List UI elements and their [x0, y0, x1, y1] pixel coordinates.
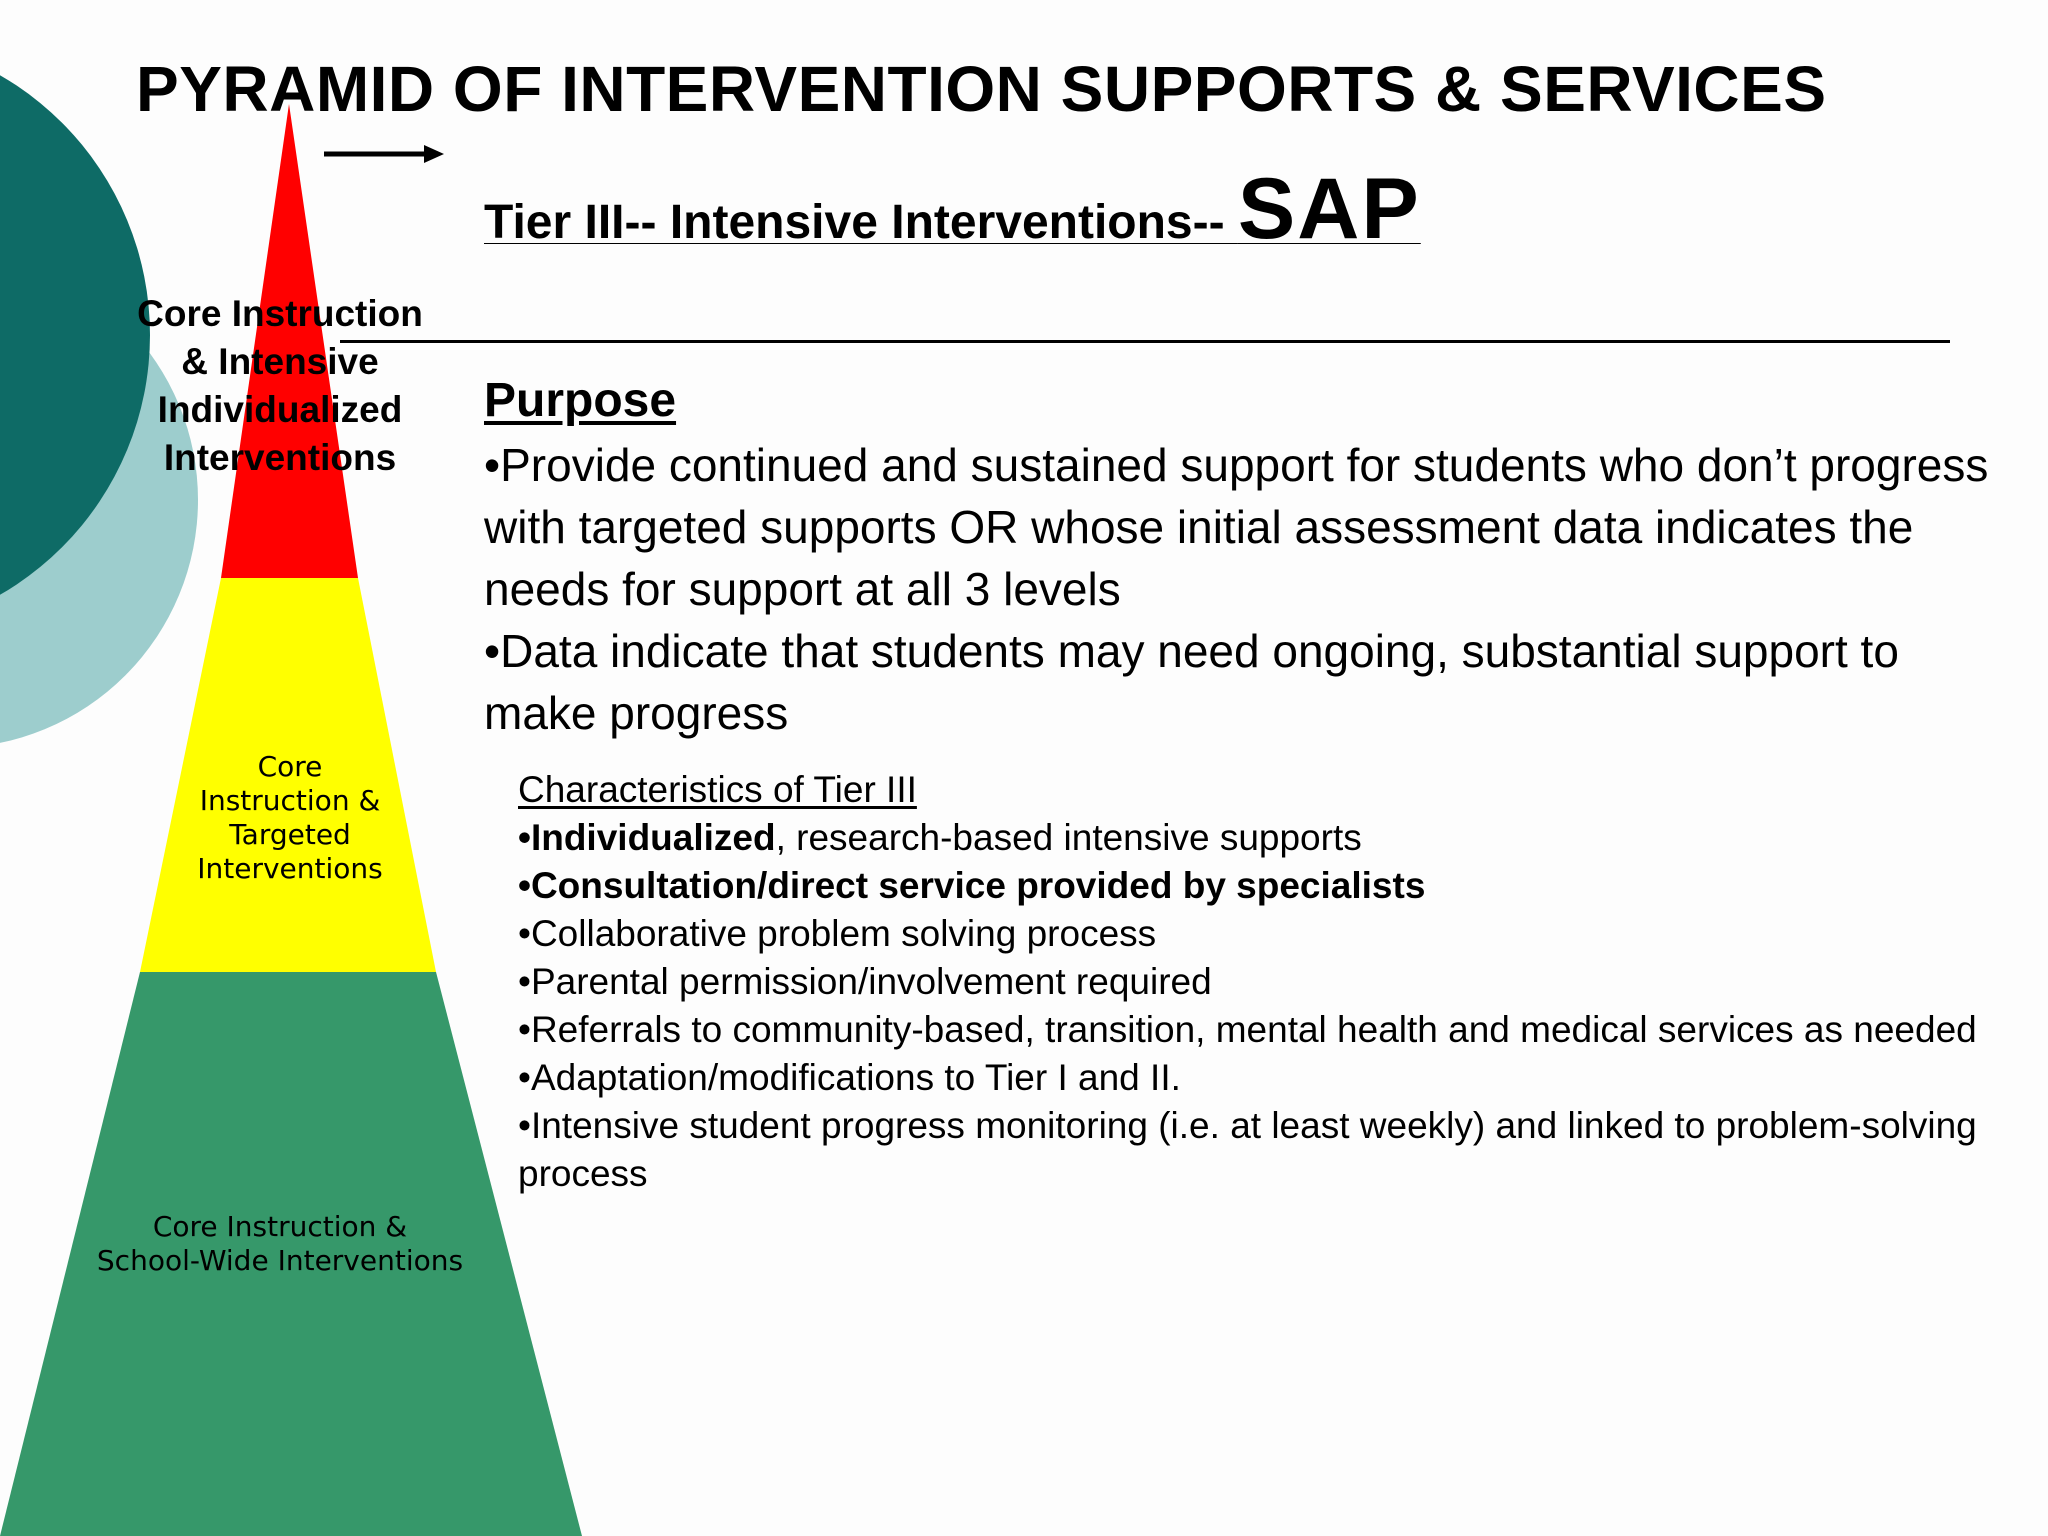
tier-heading-text: Tier III-- Intensive Interventions--: [484, 196, 1238, 249]
tier-heading-emphasis: SAP: [1237, 161, 1421, 257]
tier2-label-line: Core: [257, 750, 323, 783]
characteristic-item: •Collaborative problem solving process: [518, 913, 1157, 954]
pyramid-tier-2-label: [170, 750, 410, 886]
tier3-label-line: Individualized: [157, 389, 403, 430]
characteristic-item: •Parental permission/involvement required: [518, 961, 1212, 1002]
characteristic-item: •Adaptation/modifications to Tier I and II.: [518, 1057, 1181, 1098]
tier2-label-line: Interventions: [197, 852, 383, 885]
tier3-label-line: & Intensive: [181, 341, 379, 382]
characteristic-item: [518, 814, 2018, 862]
purpose-section: [484, 372, 2024, 744]
characteristics-heading: Characteristics of Tier III: [518, 769, 917, 810]
tier2-label-line: Instruction &: [199, 784, 381, 817]
tier1-label-line: School-Wide Interventions: [96, 1244, 464, 1277]
tier1-label-line: Core Instruction &: [152, 1210, 408, 1243]
slide-title: PYRAMID OF INTERVENTION SUPPORTS & SERVICES: [136, 53, 1827, 125]
purpose-heading: Purpose: [484, 374, 677, 427]
pyramid-tier-1-label: [80, 1210, 480, 1278]
characteristic-item: •Intensive student progress monitoring (i.e. at least weekly) and linked to problem-solving process: [518, 1105, 1977, 1194]
characteristic-item: •Consultation/direct service provided by specialists: [518, 865, 1426, 906]
purpose-item: •Provide continued and sustained support for students who don’t progress with targeted supports OR whose initial assessment data indicates the needs for support at all 3 levels: [484, 439, 1989, 615]
divider-line: [340, 340, 1950, 343]
characteristic-item-rest: , research-based intensive supports: [775, 817, 1362, 858]
purpose-item: •Data indicate that students may need ongoing, substantial support to make progress: [484, 625, 1899, 739]
pyramid-tier-3-label: [115, 290, 445, 482]
characteristic-item: •Referrals to community-based, transition, mental health and medical services as needed: [518, 1009, 1977, 1050]
tier2-label-line: Targeted: [229, 818, 351, 851]
characteristics-section: [518, 766, 2018, 1198]
tier-heading: [484, 160, 1421, 259]
arrow-head-icon: [424, 145, 444, 163]
tier3-label-line: Interventions: [163, 437, 397, 478]
characteristic-item-bold: •Individualized: [518, 817, 776, 858]
tier3-label-line: Core Instruction: [137, 293, 423, 334]
